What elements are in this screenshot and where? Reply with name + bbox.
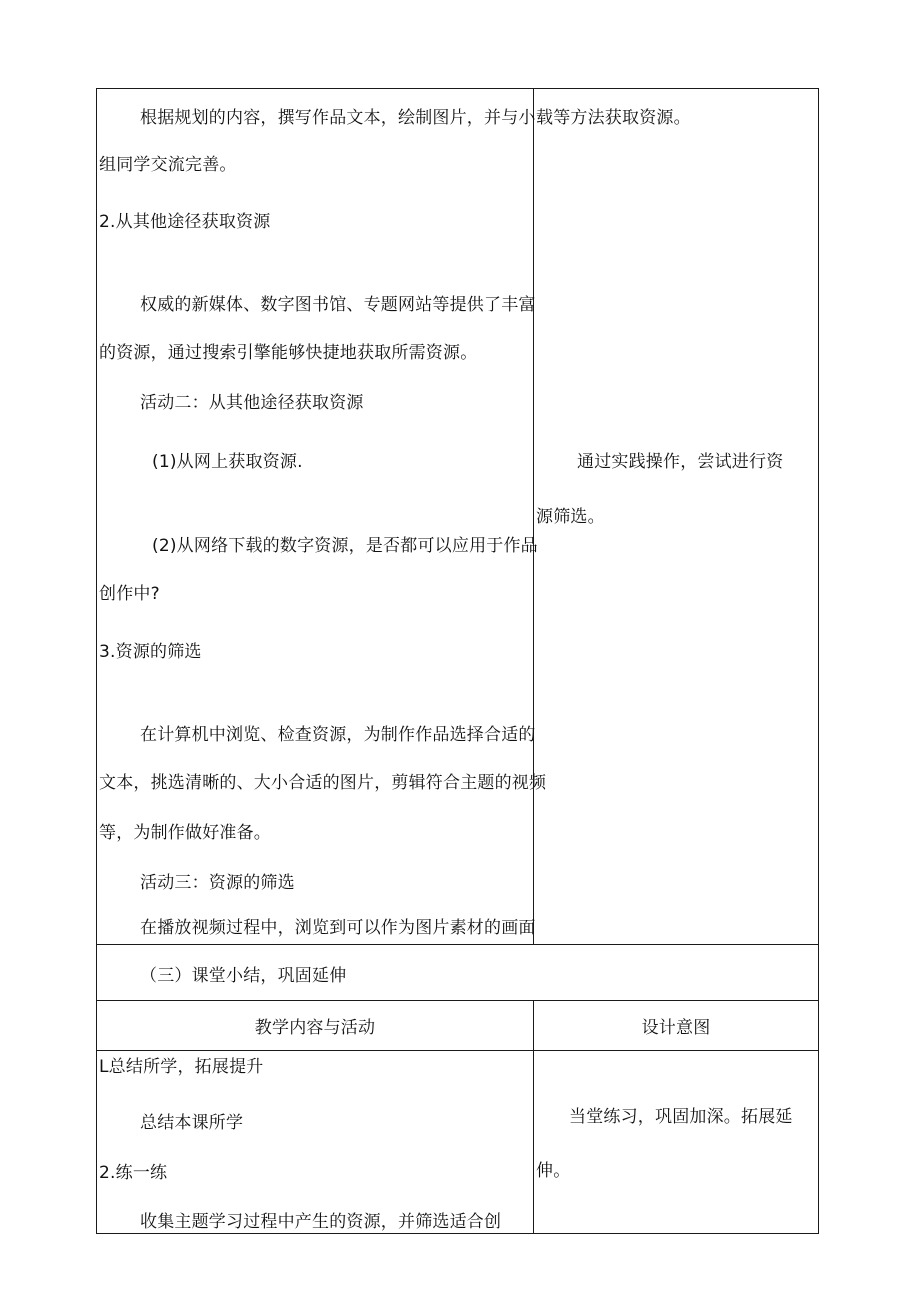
section-top-border [96, 944, 819, 945]
section-title: （三）课堂小结，巩固延伸 [140, 966, 347, 986]
upper-left-activity: 活动三：资源的筛选 [140, 873, 295, 893]
upper-left-line: 的资源，通过搜索引擎能够快捷地获取所需资源。 [99, 343, 478, 363]
table-top-border [96, 88, 819, 89]
table-right-border [818, 88, 819, 1234]
lower-left-heading: L总结所学，拓展提升 [99, 1057, 264, 1077]
upper-left-line: 根据规划的内容，撰写作品文本，绘制图片，并与小 [140, 108, 536, 128]
upper-right-line: 通过实践操作，尝试进行资 [577, 452, 784, 472]
upper-right-line: 源筛选。 [536, 507, 605, 527]
upper-left-line: 权威的新媒体、数字图书馆、专题网站等提供了丰富 [140, 295, 536, 315]
upper-right-line: 载等方法获取资源。 [536, 108, 691, 128]
upper-column-divider [533, 88, 534, 945]
table-bottom-border [96, 1233, 819, 1234]
header-design-intent: 设计意图 [641, 1018, 711, 1038]
lower-right-line: 当堂练习，巩固加深。拓展延 [569, 1107, 793, 1127]
lower-left-line: 总结本课所学 [140, 1113, 244, 1133]
upper-left-line: 等，为制作做好准备。 [99, 823, 271, 843]
upper-left-line: 创作中? [99, 584, 160, 604]
header-teaching-content: 教学内容与活动 [254, 1018, 376, 1038]
upper-left-line: 在计算机中浏览、检查资源，为制作作品选择合适的 [140, 725, 536, 745]
lower-right-line: 伸。 [536, 1161, 571, 1181]
upper-left-line: 文本，挑选清晰的、大小合适的图片，剪辑符合主题的视频 [99, 773, 547, 793]
lower-left-line: 收集主题学习过程中产生的资源，并筛选适合创 [140, 1212, 502, 1232]
header-top-border [96, 1000, 819, 1001]
upper-left-line: (1)从网上获取资源. [152, 452, 303, 472]
table-left-border [96, 88, 97, 1234]
upper-left-line: (2)从网络下载的数字资源，是否都可以应用于作品 [152, 536, 538, 556]
upper-left-line: 组同学交流完善。 [99, 155, 237, 175]
upper-left-heading: 2.从其他途径获取资源 [99, 212, 271, 232]
upper-left-line: 在播放视频过程中，浏览到可以作为图片素材的画面 [140, 918, 536, 938]
lower-left-heading: 2.练一练 [99, 1163, 168, 1183]
upper-left-heading: 3.资源的筛选 [99, 642, 202, 662]
header-bottom-border [96, 1050, 819, 1051]
upper-left-activity: 活动二：从其他途径获取资源 [140, 393, 364, 413]
